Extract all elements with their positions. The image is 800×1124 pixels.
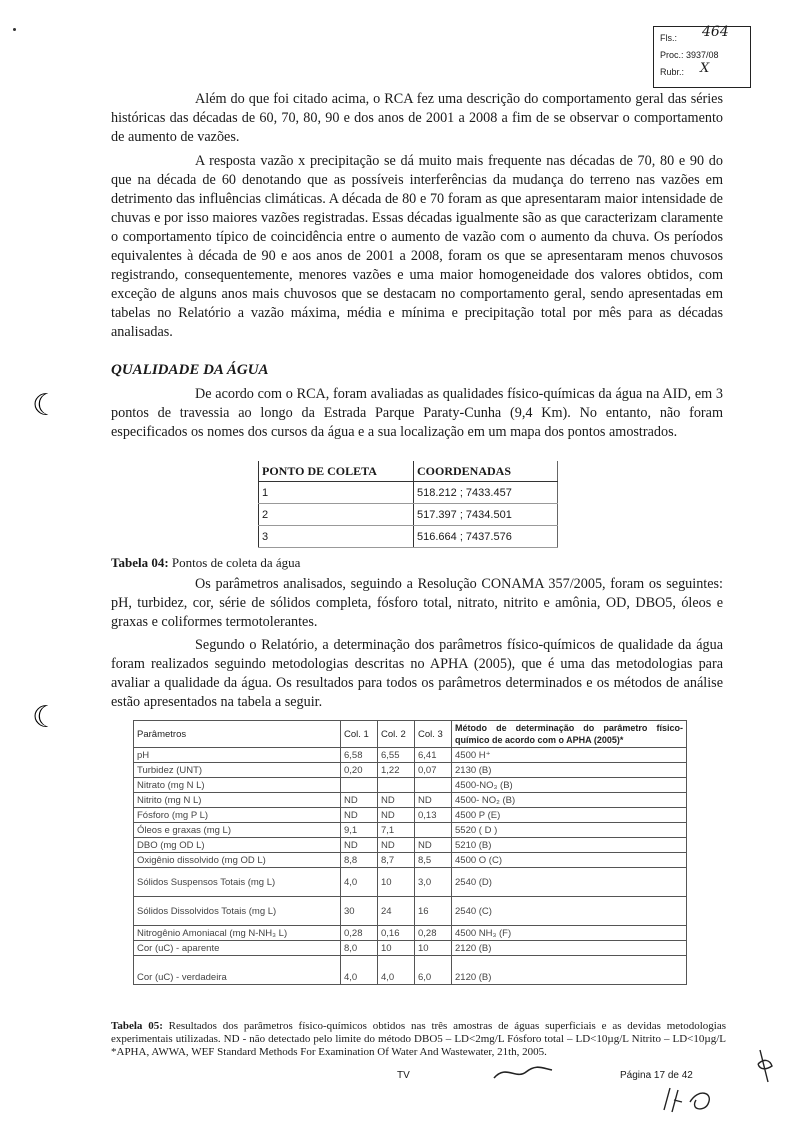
table4-caption-label: Tabela 04: [111, 555, 169, 570]
table-row [134, 941, 687, 956]
table5-method-cell: 4500 O (C) [452, 853, 687, 868]
table5-parameter-cell: Nitrogênio Amoniacal (mg N-NH₃ L) [134, 926, 341, 941]
table5-value-cell: 0,13 [415, 808, 452, 823]
table5-value-cell: ND [378, 793, 415, 808]
table5-value-cell: 8,0 [341, 941, 378, 956]
stamp-fls-label: Fls.: [660, 33, 677, 43]
table5-parameter-cell: Cor (uC) - aparente [134, 941, 341, 956]
table5-method-cell: 4500- NO₂ (B) [452, 793, 687, 808]
page-number: Página 17 de 42 [620, 1070, 693, 1081]
table5-value-cell: 6,55 [378, 748, 415, 763]
table5-method-cell: 4500 P (E) [452, 808, 687, 823]
footer-initials: TV [397, 1070, 410, 1081]
table5-method-cell: 4500 NH₃ (F) [452, 926, 687, 941]
table5-parameter-cell: Turbidez (UNT) [134, 763, 341, 778]
table4-header-row [259, 461, 558, 482]
table5-value-cell: 8,7 [378, 853, 415, 868]
table5-caption-text: Resultados dos parâmetros físico-químicos obtidos nas três amostras de águas superficiais e as devidas metodologias experimentais utilizadas. ND - não detectado pelo limite do método DBO5 – LD<2mg/L Fósforo total – LD<10µg/L Nitrito – LD<10µg/L *APHA, AWWA, WEF Standard Methods For Examination Of Water And Wastewater, 21th, 2005. [111, 1020, 726, 1058]
paragraph-series [111, 90, 723, 147]
table5-value-cell: 8,5 [415, 853, 452, 868]
hole-punch-mark-2: ☾ [32, 700, 59, 735]
table5-value-cell: 10 [378, 941, 415, 956]
table-row [134, 897, 687, 926]
stamp-rubr-label: Rubr.: [660, 67, 685, 77]
table4-cell: 3 [259, 526, 414, 548]
table5-value-cell [415, 823, 452, 838]
table-row [259, 482, 558, 504]
table5-value-cell: 1,22 [378, 763, 415, 778]
table4-cell: 2 [259, 504, 414, 526]
table5-parameter-cell: DBO (mg OD L) [134, 838, 341, 853]
table5-parameter-cell: Cor (uC) - verdadeira [134, 956, 341, 985]
table5-parameter-cell: Nitrato (mg N L) [134, 778, 341, 793]
table4-cell: 1 [259, 482, 414, 504]
table-row [134, 853, 687, 868]
initials-handwriting [660, 1080, 720, 1120]
table-row [259, 504, 558, 526]
table5-method-cell: 4500-NO₃ (B) [452, 778, 687, 793]
table-row [134, 808, 687, 823]
table5-parameter-cell: Nitrito (mg N L) [134, 793, 341, 808]
table4-caption-text: Pontos de coleta da água [168, 555, 301, 570]
stamp-fls-row [660, 24, 750, 47]
table5-value-cell: 24 [378, 897, 415, 926]
results-table [133, 720, 687, 985]
paragraph-flow-response [111, 152, 723, 342]
table5-value-cell: 0,20 [341, 763, 378, 778]
table5-value-cell: 4,0 [341, 956, 378, 985]
table5-parameter-cell: Sólidos Dissolvidos Totais (mg L) [134, 897, 341, 926]
table5-caption [111, 1020, 726, 1059]
table5-parameter-cell: Óleos e graxas (mg L) [134, 823, 341, 838]
table5-value-cell: 6,58 [341, 748, 378, 763]
table5-value-cell: 16 [415, 897, 452, 926]
table5-method-cell: 2540 (D) [452, 868, 687, 897]
table5-value-cell: ND [341, 838, 378, 853]
table-row [134, 868, 687, 897]
table-row [134, 838, 687, 853]
table5-value-cell [415, 778, 452, 793]
table-row [134, 793, 687, 808]
table5-header-col2: Col. 2 [378, 721, 415, 748]
table5-method-cell: 2120 (B) [452, 941, 687, 956]
table5-value-cell: 4,0 [341, 868, 378, 897]
table5-method-cell: 2540 (C) [452, 897, 687, 926]
table5-parameter-cell: Oxigênio dissolvido (mg OD L) [134, 853, 341, 868]
table5-method-cell: 4500 H⁺ [452, 748, 687, 763]
table-row [134, 748, 687, 763]
sampling-points-table [258, 461, 558, 548]
table5-parameter-cell: Sólidos Suspensos Totais (mg L) [134, 868, 341, 897]
table5-value-cell: 6,0 [415, 956, 452, 985]
table5-value-cell: ND [341, 808, 378, 823]
table5-value-cell: 0,16 [378, 926, 415, 941]
paragraph-methodology [111, 636, 723, 712]
table5-method-cell: 2120 (B) [452, 956, 687, 985]
table5-header-row [134, 721, 687, 748]
table5-header-col1: Col. 1 [341, 721, 378, 748]
paragraph-4: Os parâmetros analisados, seguindo a Resolução CONAMA 357/2005, foram os seguintes: pH, turbidez, cor, série de sólidos completa, fósforo total, nitrato, nitrito e amônia, OD, DBO5, óleos e graxas e coliformes termotolerantes. [111, 576, 723, 630]
stamp-proc-value: 3937/08 [686, 50, 719, 60]
table5-value-cell: ND [378, 838, 415, 853]
table5-value-cell [378, 778, 415, 793]
table-row [134, 823, 687, 838]
paragraph-1: Além do que foi citado acima, o RCA fez uma descrição do comportamento geral das séries históricas das décadas de 60, 70, 80, 90 e dos anos de 2001 a 2008 a fim de se observar o comportamento de aumento de vazões. [111, 91, 723, 145]
table5-method-cell: 5520 ( D ) [452, 823, 687, 838]
table4-caption [111, 556, 300, 570]
section-heading: QUALIDADE DA ÁGUA [111, 362, 269, 378]
table5-parameter-cell: pH [134, 748, 341, 763]
table4-cell: 516.664 ; 7437.576 [414, 526, 558, 548]
table-row [134, 926, 687, 941]
table5-caption-label: Tabela 05: [111, 1020, 163, 1032]
table5-value-cell: 7,1 [378, 823, 415, 838]
stamp-fls-value: 464 [702, 24, 729, 40]
table-row [134, 763, 687, 778]
table5-value-cell: 6,41 [415, 748, 452, 763]
table-row [134, 956, 687, 985]
table5-value-cell: 30 [341, 897, 378, 926]
table5-value-cell: ND [341, 793, 378, 808]
table5-header-parameters: Parâmetros [134, 721, 341, 748]
paragraph-water-quality [111, 385, 723, 442]
table5-method-cell: 2130 (B) [452, 763, 687, 778]
table5-value-cell: 0,28 [341, 926, 378, 941]
table5-header-col3: Col. 3 [415, 721, 452, 748]
table5-value-cell: 0,07 [415, 763, 452, 778]
paragraph-3: De acordo com o RCA, foram avaliadas as qualidades físico-químicas da água na AID, em 3 pontos de travessia ao longo da Estrada Parque Paraty-Cunha (9,4 Km). No entanto, não foram especificados os nomes dos cursos da água e a sua localização em um mapa dos pontos amostrados. [111, 386, 723, 440]
protocol-stamp [653, 26, 751, 88]
table5-value-cell: 4,0 [378, 956, 415, 985]
stamp-rubr-value: X [700, 61, 710, 76]
hole-punch-mark-1: ☾ [32, 388, 59, 423]
scan-speck [13, 28, 16, 31]
table5-value-cell: 9,1 [341, 823, 378, 838]
table-row [259, 526, 558, 548]
table5-value-cell: 8,8 [341, 853, 378, 868]
table5-parameter-cell: Fósforo (mg P L) [134, 808, 341, 823]
table5-value-cell: ND [415, 838, 452, 853]
table5-value-cell: ND [378, 808, 415, 823]
signature-mark [492, 1062, 554, 1082]
table5-value-cell: 3,0 [415, 868, 452, 897]
table5-value-cell: 10 [415, 941, 452, 956]
table5-header-method: Método de determinação do parâmetro físico-químico de acordo com o APHA (2005)* [452, 721, 687, 748]
table5-value-cell: 10 [378, 868, 415, 897]
table5-value-cell: ND [415, 793, 452, 808]
table4-cell: 518.212 ; 7433.457 [414, 482, 558, 504]
table4-cell: 517.397 ; 7434.501 [414, 504, 558, 526]
margin-mark [754, 1046, 776, 1086]
table5-value-cell: 0,28 [415, 926, 452, 941]
table-row [134, 778, 687, 793]
table4-header-coordinates: COORDENADAS [414, 461, 558, 482]
stamp-proc-label: Proc.: [660, 50, 684, 60]
table4-header-point: PONTO DE COLETA [259, 461, 414, 482]
stamp-rubr-row [660, 61, 750, 81]
table5-value-cell [341, 778, 378, 793]
paragraph-2: A resposta vazão x precipitação se dá muito mais frequente nas décadas de 70, 80 e 90 do que na década de 60 denotando que as possíveis interferências da mudança do terreno nas vazões em detrimento das influências climáticas. A década de 80 e 70 foram as que apresentaram maior intensidade de chuvas e por isso maiores vazões registradas. Essas décadas igualmente são as que caracterizam claramente o comportamento típico de coincidência entre o aumento de vazão com o aumento da chuva. Os períodos equivalentes à década de 90 e aos anos de 2001 a 2008, foram os que se apresentaram menos chuvosos registrando, consequentemente, menores vazões e uma maior homogeneidade dos valores obtidos, com exceção de alguns anos mais chuvosos que se destacam no comportamento geral, sendo apresentadas em tabelas no Relatório a vazão máxima, média e mínima e precipitação total por mês para as décadas analisadas. [111, 153, 723, 340]
paragraph-5: Segundo o Relatório, a determinação dos parâmetros físico-químicos de qualidade da água foram realizados seguindo metodologias descritas no APHA (2005), que é uma das metodologias para avaliar a qualidade da água. Os resultados para todos os parâmetros determinados e os métodos de análise estão apresentados na tabela a seguir. [111, 637, 723, 710]
table5-method-cell: 5210 (B) [452, 838, 687, 853]
paragraph-parameters [111, 575, 723, 632]
